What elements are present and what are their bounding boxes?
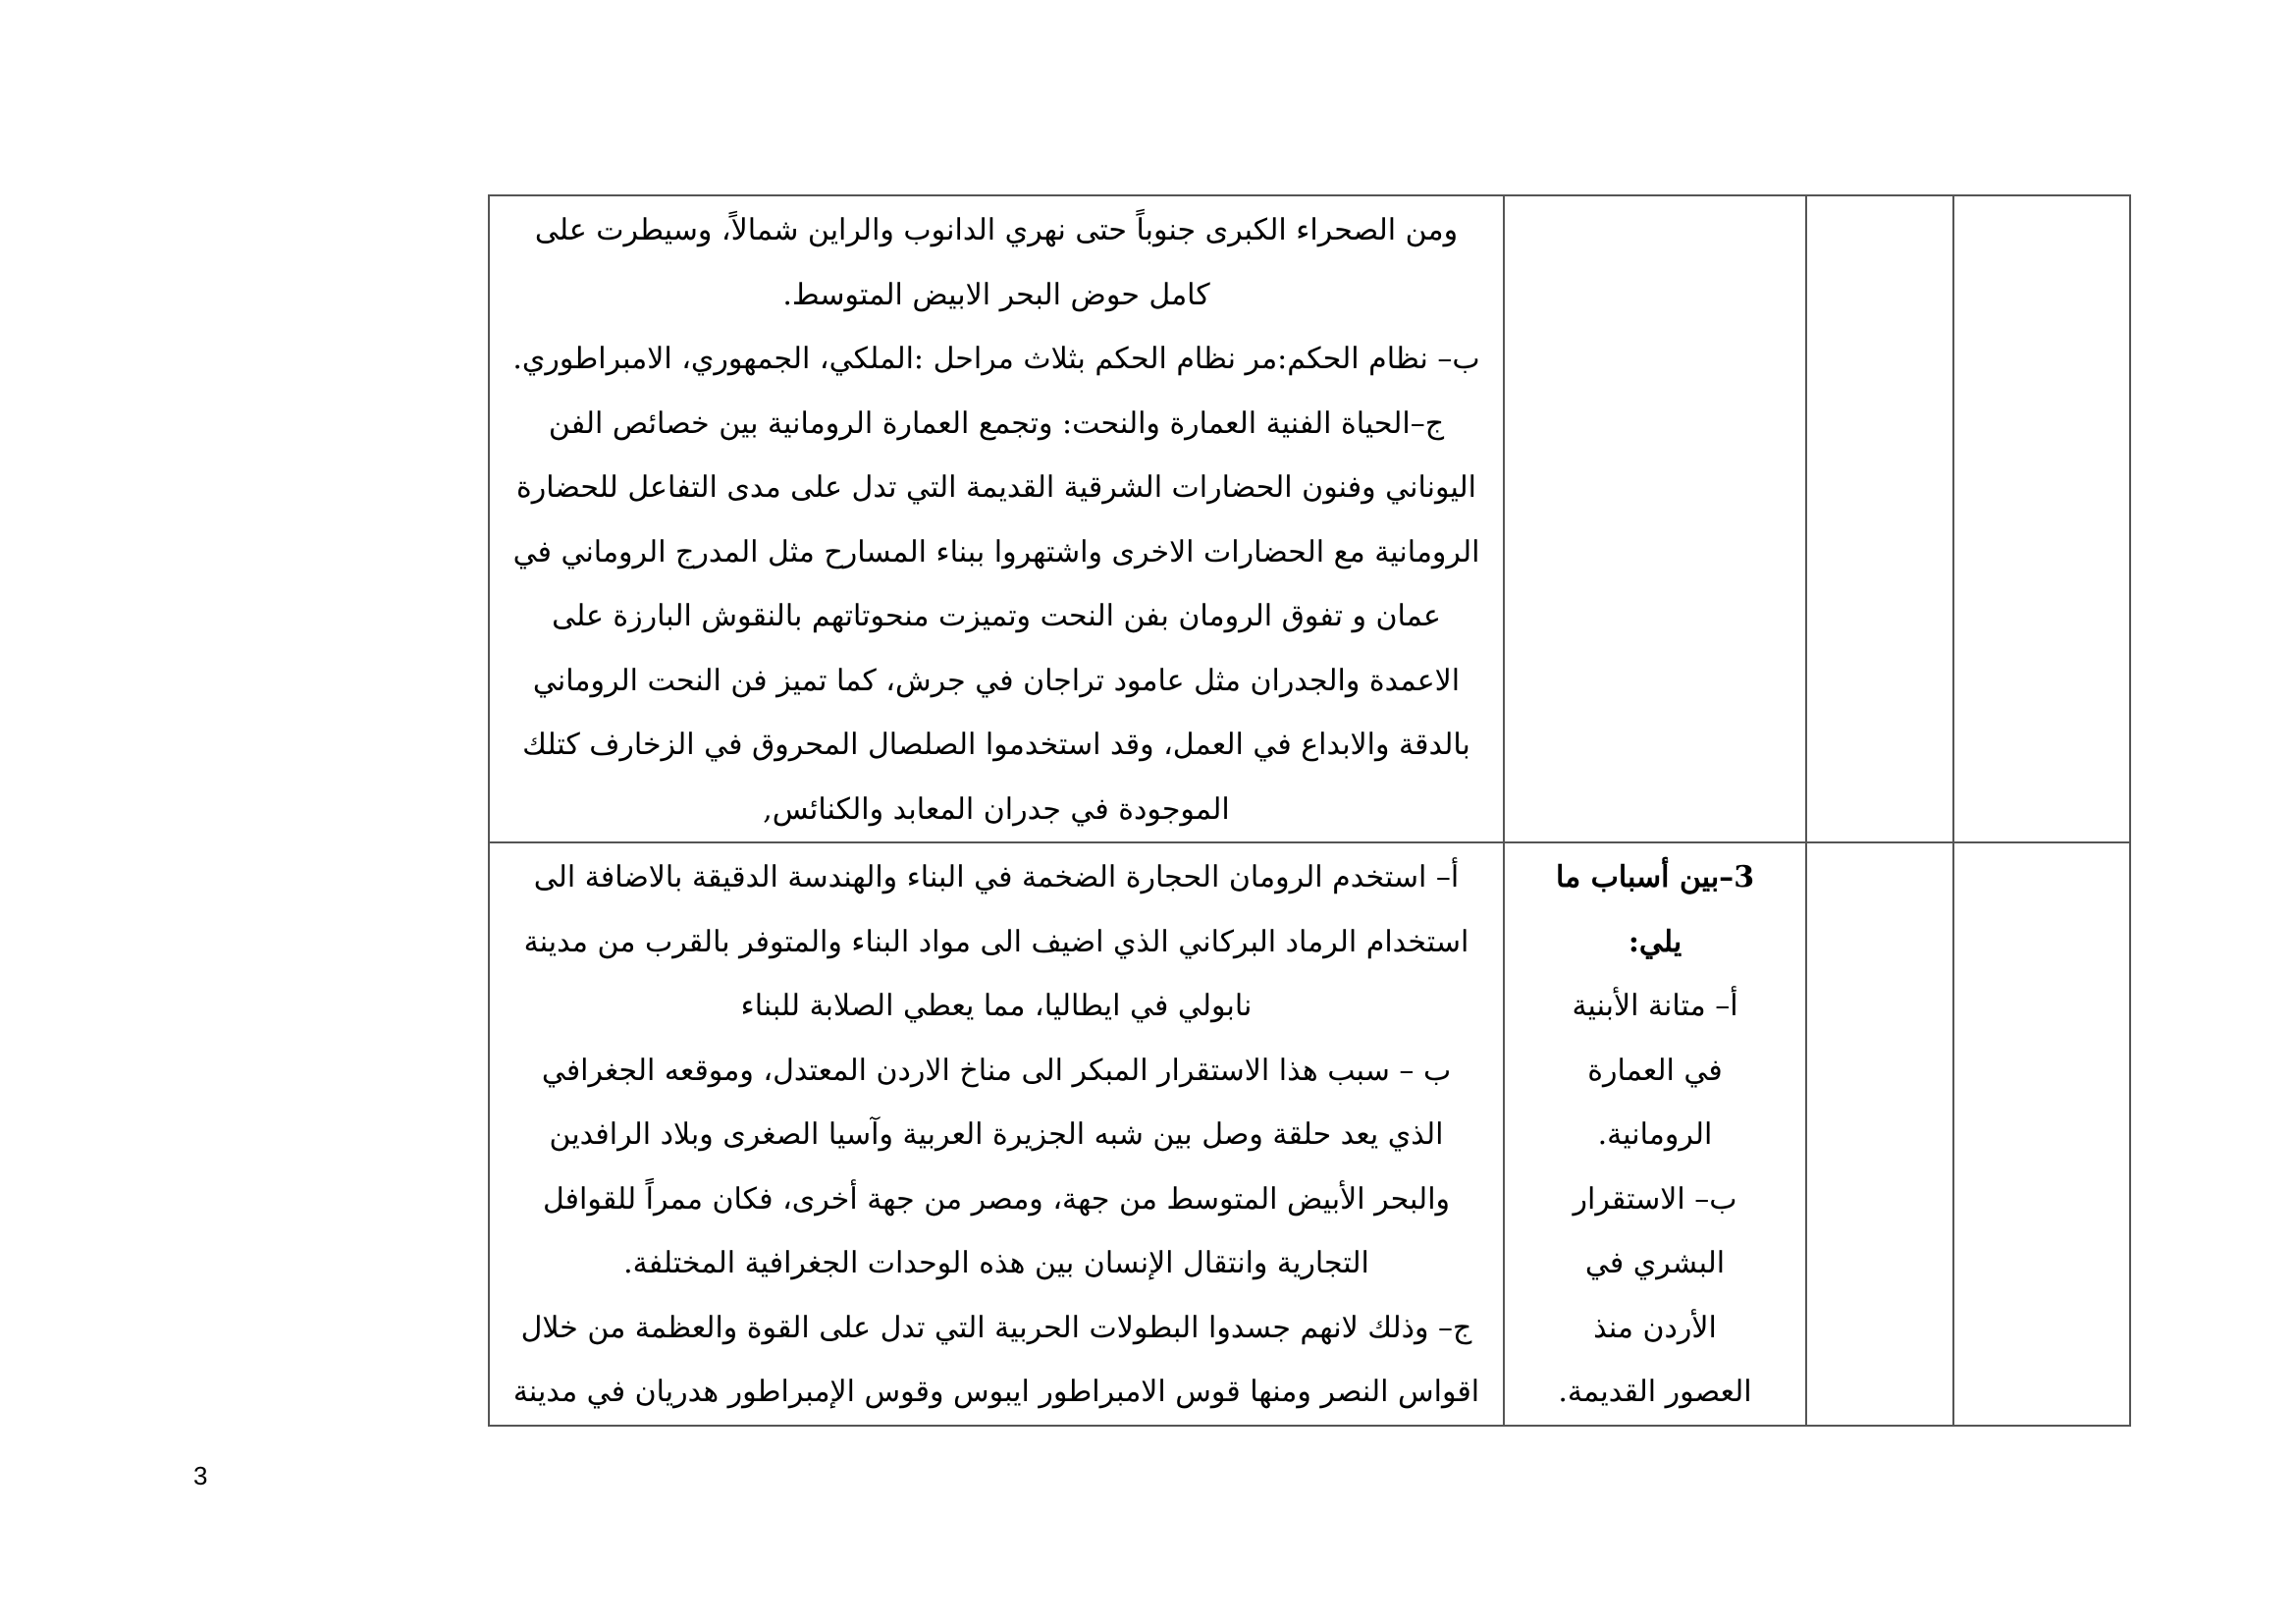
answer-line: ب – سبب هذا الاستقرار المبكر الى مناخ الاردن المعتدل، وموقعه الجغرافي: [541, 1053, 1452, 1088]
answer-line: اقواس النصر ومنها قوس الامبراطور ايبوس وقوس الإمبراطور هدريان في مدينة: [512, 1375, 1480, 1409]
answer-line: والبحر الأبيض المتوسط من جهة، ومصر من جهة أخرى، فكان ممراً للقوافل: [542, 1181, 1451, 1217]
empty-cell: [1806, 195, 1953, 842]
table-row: [489, 842, 2130, 1426]
answer-cell: [489, 842, 1504, 1426]
answer-line: التجارية وانتقال الإنسان بين هذه الوحدات الجغرافية المختلفة.: [623, 1246, 1369, 1280]
answer-line: بالدقة والابداع في العمل، وقد استخدموا الصلصال المحروق في الزخارف كتلك: [522, 728, 1470, 762]
question-line: الأردن منذ: [1593, 1310, 1717, 1345]
answer-line: ومن الصحراء الكبرى جنوباً حتى نهري الدانوب والراين شمالاً، وسيطرت على: [534, 213, 1459, 247]
question-cell: [1504, 842, 1806, 1426]
question-line: البشري في: [1584, 1246, 1726, 1280]
page-number: 3: [193, 1461, 208, 1490]
question-text: [1505, 843, 1805, 1425]
question-cell: [1504, 195, 1806, 842]
question-title: يلي:: [1628, 924, 1682, 959]
answer-line: الموجودة في جدران المعابد والكنائس,: [763, 791, 1230, 827]
answer-line: الرومانية مع الحضارات الاخرى واشتهروا ببناء المسارح مثل المدرج الروماني في: [512, 534, 1480, 569]
question-line: أ– متانة الأبنية: [1572, 989, 1738, 1023]
answer-line: ب– نظام الحكم:مر نظام الحكم بثلاث مراحل :الملكي، الجمهوري، الامبراطوري.: [512, 342, 1480, 376]
answer-line: الذي يعد حلقة وصل بين شبه الجزيرة العربية وآسيا الصغرى وبلاد الرافدين: [549, 1117, 1444, 1152]
answer-text: [490, 843, 1503, 1425]
empty-cell: [1953, 195, 2130, 842]
answer-line: عمان و تفوق الرومان بفن النحت وتميزت منحوتاتهم بالنقوش البارزة على: [552, 599, 1441, 633]
question-line: العصور القديمة.: [1558, 1375, 1752, 1409]
answer-line: استخدام الرماد البركاني الذي اضيف الى مواد البناء والمتوفر بالقرب من مدينة: [523, 924, 1469, 959]
answer-line: ج–الحياة الفنية العمارة والنحت: وتجمع العمارة الرومانية بين خصائص الفن: [548, 406, 1445, 441]
question-title: 3–بين أسباب ما: [1555, 860, 1755, 894]
answer-line: كامل حوض البحر الابيض المتوسط.: [782, 277, 1210, 312]
answer-line: اليوناني وفنون الحضارات الشرقية القديمة التي تدل على مدى التفاعل للحضارة: [516, 470, 1476, 505]
content-table: [488, 194, 2131, 1427]
answer-cell: [489, 195, 1504, 842]
question-line: في العمارة: [1587, 1053, 1723, 1088]
empty-cell: [1806, 842, 1953, 1426]
answer-line: الاعمدة والجدران مثل عامود تراجان في جرش، كما تميز فن النحت الروماني: [532, 663, 1461, 698]
question-line: ب– الاستقرار: [1573, 1181, 1737, 1217]
answer-line: ج– وذلك لانهم جسدوا البطولات الحربية التي تدل على القوة والعظمة من خلال: [520, 1310, 1472, 1345]
question-line: الرومانية.: [1597, 1117, 1713, 1152]
answer-text: [490, 196, 1503, 841]
empty-cell: [1953, 842, 2130, 1426]
answer-line: أ– استخدم الرومان الحجارة الضخمة في البناء والهندسة الدقيقة بالاضافة الى: [533, 860, 1460, 894]
answer-line: نابولي في ايطاليا، مما يعطي الصلابة للبناء: [740, 989, 1253, 1023]
table-row: [489, 195, 2130, 842]
